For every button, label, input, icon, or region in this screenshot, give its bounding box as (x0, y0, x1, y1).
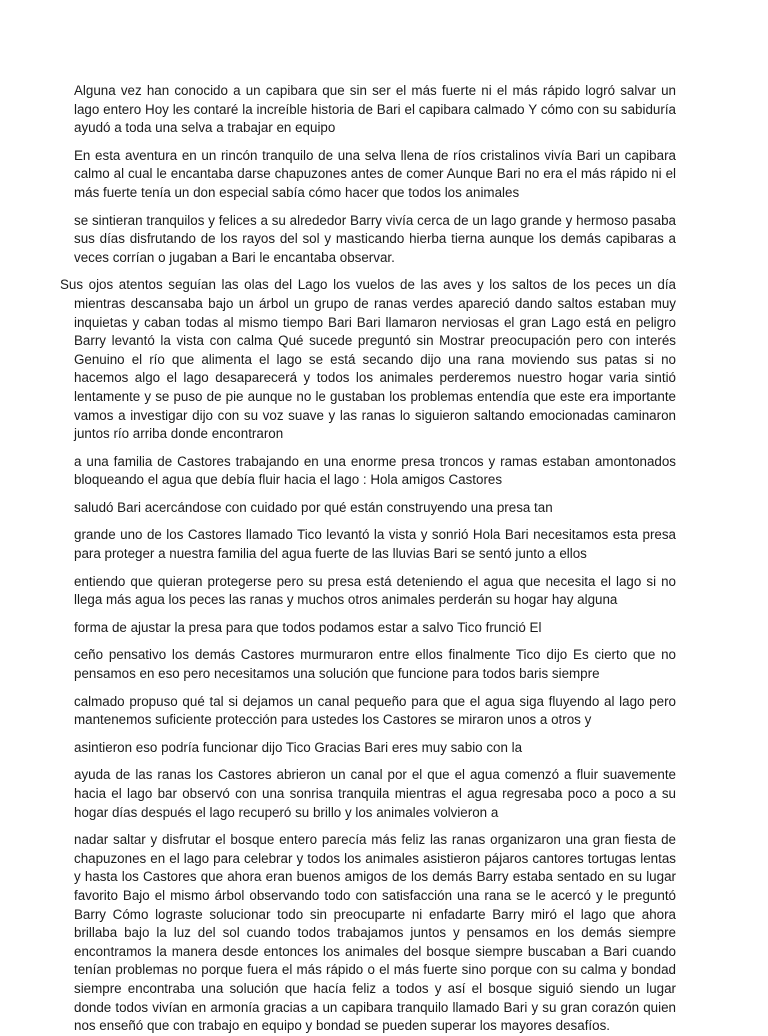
paragraph-8: entiendo que quieran protegerse pero su presa está deteniendo el agua que necesita el lago si no llega más agua los peces las ranas y muchos otros animales perderán su hogar hay alguna (74, 573, 676, 608)
paragraph-1: Alguna vez han conocido a un capibara que sin ser el más fuerte ni el más rápido logró salvar un lago entero Hoy les contaré la increíble historia de Bari el capibara calmado Y cómo con su sabiduría ayudó a toda una selva a trabajar en equipo (74, 83, 676, 136)
paragraph-4: Sus ojos atentos seguían las olas del Lago los vuelos de las aves y los saltos de los peces un día mientras descansaba bajo un árbol un grupo de ranas verdes apareció dando saltos estaban muy inquietas y caban todas al mismo tiempo Bari Bari llamaron nerviosas el gran Lago está en peligro Barry levantó la vista con calma Qué sucede preguntó sin Mostrar preocupación pero con interés Genuino el río que alimenta el lago se está secando dijo una rana moviendo sus patas si no hacemos algo el lago desaparecerá y todos los animales perderemos nuestro hogar varia sintió lentamente y se puso de pie aunque no le gustaban los problemas entendía que este era importante vamos a investigar dijo con su voz suave y las ranas lo siguieron saltando emocionadas caminaron juntos río arriba donde encontraron (60, 277, 676, 442)
paragraph-10: ceño pensativo los demás Castores murmuraron entre ellos finalmente Tico dijo Es cierto que no pensamos en eso pero necesitamos una solución que funcione para todos baris siempre (74, 647, 676, 682)
paragraph-14: nadar saltar y disfrutar el bosque entero parecía más feliz las ranas organizaron una gran fiesta de chapuzones en el lago para celebrar y todos los animales asistieron pájaros cantores tortugas lentas y hasta los Castores que ahora eran buenos amigos de los demás Barry estaba sentado en su lugar favorito Bajo el mismo árbol observando todo con satisfacción una rana se le acercó y le preguntó Barry Cómo lograste solucionar todo sin preocuparte ni enfadarte Barry miró el lago que ahora brillaba bajo la luz del sol cuando todos trabajamos juntos y pensamos en los demás siempre encontramos la manera desde entonces los animales del bosque siempre buscaban a Bari cuando tenían problemas no porque fuera el más rápido o el más fuerte sino porque con su calma y bondad siempre encontraba una solución que hacía feliz a todos y así el bosque siguió siendo un lugar donde todos vivían en armonía gracias a un capibara tranquilo llamado Bari y su gran corazón quien nos enseñó que con trabajo en equipo y bondad se pueden superar los mayores desafíos. (74, 832, 676, 1034)
paragraph-9: forma de ajustar la presa para que todos podamos estar a salvo Tico frunció El (74, 619, 542, 635)
paragraph-11: calmado propuso qué tal si dejamos un canal pequeño para que el agua siga fluyendo al lago pero mantenemos suficiente protección para ustedes los Castores se miraron unos a otros y (74, 693, 676, 728)
paragraph-2: En esta aventura en un rincón tranquilo de una selva llena de ríos cristalinos vivía Bari un capibara calmo al cual le encantaba darse chapuzones antes de comer Aunque Bari no era el más rápido ni el más fuerte tenía un don especial sabía cómo hacer que todos los animales (74, 147, 676, 200)
paragraph-6: saludó Bari acercándose con cuidado por qué están construyendo una presa tan (74, 499, 553, 515)
paragraph-3: se sintieran tranquilos y felices a su alrededor Barry vivía cerca de un lago grande y hermoso pasaba sus días disfrutando de los rayos del sol y masticando hierba tierna aunque los demás capibaras a veces corrían o jugaban a Bari le encantaba observar. (74, 212, 676, 265)
paragraph-13: ayuda de las ranas los Castores abrieron un canal por el que el agua comenzó a fluir suavemente hacia el lago bar observó con una sonrisa tranquila mientras el agua regresaba poco a poco a su hogar días después el lago recuperó su brillo y los animales volvieron a (74, 767, 676, 820)
paragraph-7: grande uno de los Castores llamado Tico levantó la vista y sonrió Hola Bari necesitamos esta presa para proteger a nuestra familia del agua fuerte de las lluvias Bari se sentó junto a ellos (74, 527, 676, 562)
paragraph-5: a una familia de Castores trabajando en una enorme presa troncos y ramas estaban amontonados bloqueando el agua que debía fluir hacia el lago : Hola amigos Castores (74, 453, 676, 488)
paragraph-12: asintieron eso podría funcionar dijo Tico Gracias Bari eres muy sabio con la (74, 739, 523, 755)
